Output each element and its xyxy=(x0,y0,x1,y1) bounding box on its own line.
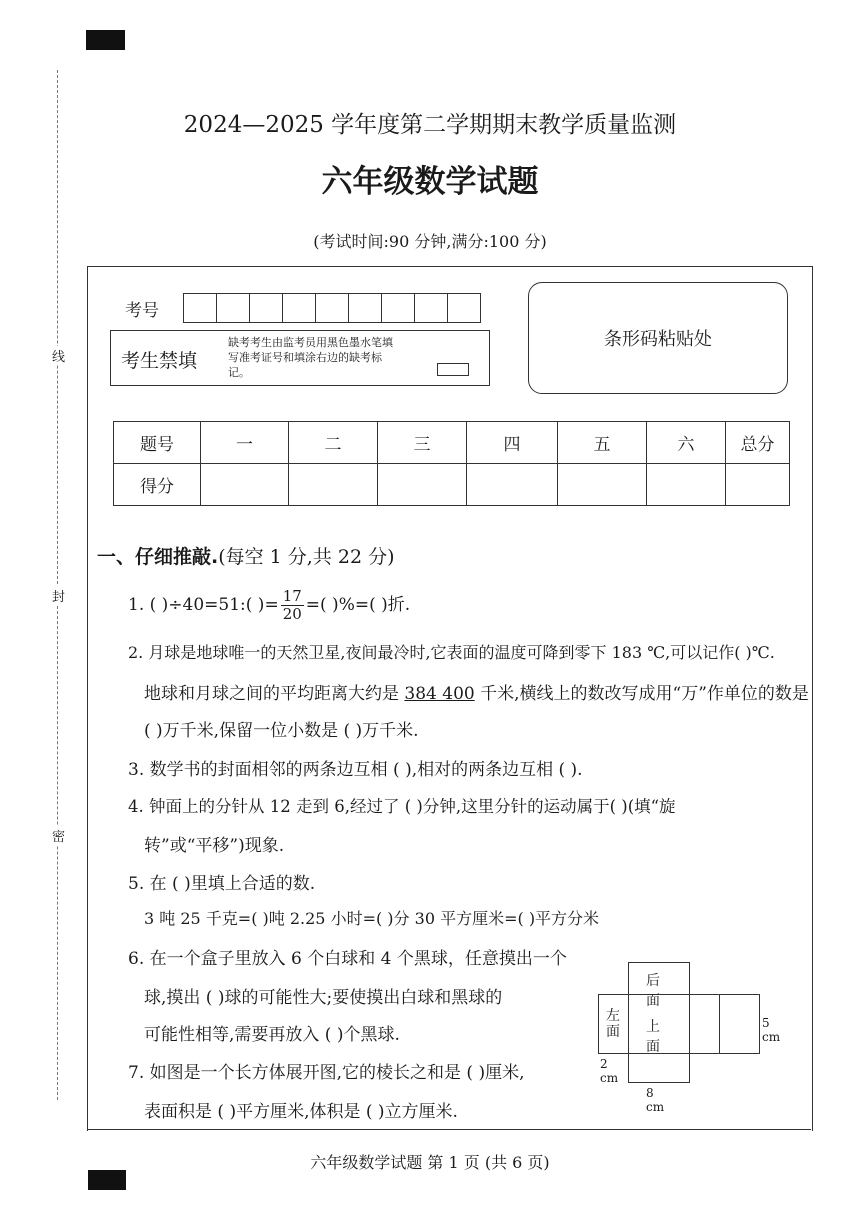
question-6-line-1: 6. 在一个盒子里放入 6 个白球和 4 个黑球，任意摸出一个 xyxy=(128,949,567,969)
barcode-label: 条形码粘贴处 xyxy=(604,329,712,350)
net-dim-width: 2 cm xyxy=(600,1057,619,1085)
question-6-line-2: 球,摸出 ( )球的可能性大;要使摸出白球和黑球的 xyxy=(144,988,503,1008)
score-cell[interactable] xyxy=(201,464,289,506)
exam-number-cell[interactable] xyxy=(381,293,415,323)
score-col-2: 二 xyxy=(289,422,378,464)
candidate-restricted-box xyxy=(110,330,490,386)
score-cell[interactable] xyxy=(289,464,378,506)
net-face-front xyxy=(628,1053,690,1083)
question-2-line-2 xyxy=(144,679,809,704)
question-4-line-1: 4. 钟面上的分针从 12 走到 6,经过了 ( )分钟,这里分针的运动属于( )(填“旋 xyxy=(128,797,676,816)
question-3: 3. 数学书的封面相邻的两条边互相 ( ),相对的两条边互相 ( ). xyxy=(128,760,583,780)
exam-info: (考试时间:90 分钟,满分:100 分) xyxy=(313,232,547,251)
score-row-label: 得分 xyxy=(114,464,201,506)
exam-number-cell[interactable] xyxy=(348,293,382,323)
question-7-line-2: 表面积是 ( )平方厘米,体积是 ( )立方厘米. xyxy=(144,1102,458,1122)
question-5-line-1: 5. 在 ( )里填上合适的数. xyxy=(128,874,316,894)
net-face-bottom-strip xyxy=(720,994,760,1054)
score-cell[interactable] xyxy=(647,464,726,506)
exam-number-label: 考号 xyxy=(125,301,159,321)
margin-char-secret: 密 xyxy=(52,826,65,845)
net-label-left: 左面 xyxy=(606,1008,620,1040)
section-heading xyxy=(97,542,395,569)
question-1 xyxy=(128,588,410,623)
score-table-header-row xyxy=(114,422,790,464)
fraction xyxy=(281,588,304,623)
score-col-3: 三 xyxy=(378,422,467,464)
question-6-line-3: 可能性相等,需要再放入 ( )个黑球. xyxy=(144,1025,400,1045)
question-7-line-1: 7. 如图是一个长方体展开图,它的棱长之和是 ( )厘米, xyxy=(128,1063,525,1083)
score-cell[interactable] xyxy=(378,464,467,506)
section-heading-note: (每空 1 分,共 22 分) xyxy=(218,546,395,568)
score-col-1: 一 xyxy=(201,422,289,464)
barcode-area xyxy=(528,282,788,394)
candidate-restricted-title: 考生禁填 xyxy=(121,350,198,372)
registration-mark-top xyxy=(86,30,125,50)
absence-mark-box[interactable] xyxy=(437,363,469,376)
score-col-4: 四 xyxy=(467,422,558,464)
score-cell[interactable] xyxy=(467,464,558,506)
exam-number-cell[interactable] xyxy=(216,293,250,323)
registration-mark-bottom xyxy=(88,1170,126,1190)
exam-number-cell[interactable] xyxy=(447,293,481,323)
score-table-score-row xyxy=(114,464,790,506)
question-1-after: =( )%=( )折. xyxy=(305,595,411,615)
exam-number-cells[interactable] xyxy=(184,293,481,323)
score-col-6: 六 xyxy=(647,422,726,464)
score-table-header-label: 题号 xyxy=(114,422,201,464)
page-footer: 六年级数学试题 第 1 页 (共 6 页) xyxy=(310,1153,550,1172)
exam-number-cell[interactable] xyxy=(414,293,448,323)
answer-frame-bottom xyxy=(87,1129,811,1130)
net-dim-height: 5 cm xyxy=(762,1016,781,1044)
fraction-denominator: 20 xyxy=(282,605,302,623)
page-title: 六年级数学试题 xyxy=(321,164,539,200)
exam-number-cell[interactable] xyxy=(249,293,283,323)
exam-number-cell[interactable] xyxy=(183,293,217,323)
fraction-numerator: 17 xyxy=(282,587,302,605)
net-face-right xyxy=(689,994,720,1054)
question-2-line-3: ( )万千米,保留一位小数是 ( )万千米. xyxy=(144,721,419,741)
margin-char-seal: 封 xyxy=(52,586,65,605)
net-dim-length: 8 cm xyxy=(646,1086,665,1114)
question-2-line-2-a: 地球和月球之间的平均距离大约是 xyxy=(144,684,405,704)
candidate-restricted-instruction: 缺考考生由监考员用黑色墨水笔填写准考证号和填涂右边的缺考标记。 xyxy=(228,336,393,379)
binding-dotted-line xyxy=(57,70,58,1100)
net-label-back: 后面 xyxy=(646,973,660,1009)
question-2-line-2-b: 千米,横线上的数改写成用“万”作单位的数是 xyxy=(474,684,809,704)
score-cell[interactable] xyxy=(726,464,790,506)
question-2-line-1: 2. 月球是地球唯一的天然卫星,夜间最冷时,它表面的温度可降到零下 183 ℃,可以记作( )℃. xyxy=(128,643,775,662)
score-col-5: 五 xyxy=(558,422,647,464)
section-heading-title: 一、仔细推敲. xyxy=(97,546,219,568)
question-1-before: 1. ( )÷40=51:( )= xyxy=(128,595,279,615)
question-5-line-2: 3 吨 25 千克=( )吨 2.25 小时=( )分 30 平方厘米=( )平方分米 xyxy=(144,909,600,928)
score-cell[interactable] xyxy=(558,464,647,506)
score-table xyxy=(113,421,790,506)
margin-char-line: 线 xyxy=(52,346,65,365)
question-4-line-2: 转”或“平移”)现象. xyxy=(144,836,285,856)
score-col-total: 总分 xyxy=(726,422,790,464)
exam-number-cell[interactable] xyxy=(282,293,316,323)
exam-series-title: 2024—2025 学年度第二学期期末教学质量监测 xyxy=(183,112,677,138)
underlined-number: 384 400 xyxy=(404,684,475,704)
exam-number-cell[interactable] xyxy=(315,293,349,323)
net-label-top: 上面 xyxy=(646,1019,660,1055)
